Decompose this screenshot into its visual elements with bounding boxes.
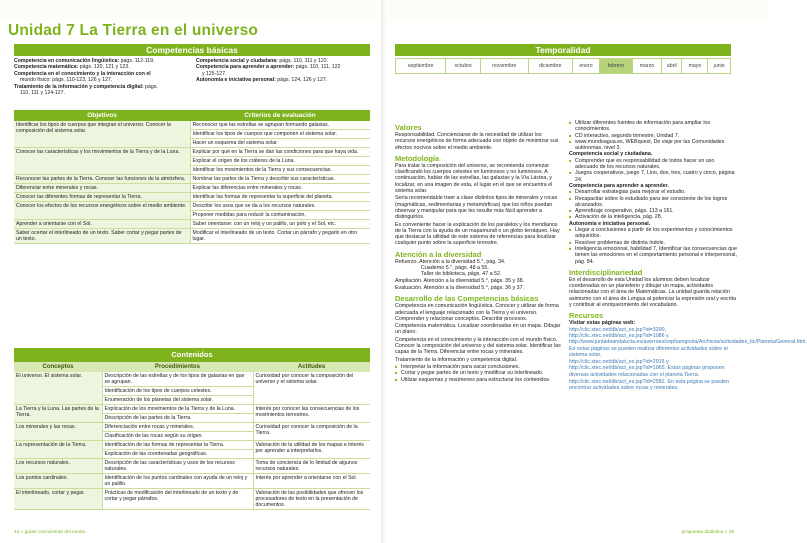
interdisciplinariedad-heading: Interdisciplinariedad [569,267,643,277]
competencia-pages: págs. 110, 111, 122 [294,64,341,71]
criterio-cell: Proponer medidas para reducir la contaminación. [190,211,370,220]
metodologia-paragraph: Para tratar la composición del universo, se recomienda comenzar clasificando los cuerpos celestes en luminosos y no luminosos. A continuación, hablar de las estrellas, las galaxias y la Vía Láctea, y localizar, en una imagen de esta, el lugar en el que se encuentra el sistema solar. [395,162,553,195]
competencia-pages: págs. [143,83,158,90]
table-row [14,220,370,229]
refuerzo-line: Taller de biblioteca, págs. 47 a 52. [421,271,502,278]
objetivo-cell: Reconocer las partes de la Tierra. Conocer las funciones de la atmósfera. [14,175,190,184]
criterio-cell: Explicar por qué en la Tierra se dan las condiciones para que haya vida. [190,148,370,157]
table-row [14,405,370,414]
bullet-item: ■ www.mundoagua.es, WEBquest, De viaje por las Comunidades autónomas, nivel 3. [569,139,739,152]
concepto-cell: Los recursos naturales. [14,459,102,474]
actitudes-heading: Actitudes [253,362,370,372]
bullet-item: ■ Recapacitar sobre lo estudiado para ser consciente de los logros alcanzados. [569,196,739,209]
competencia-line [196,77,368,83]
criterio-cell: Describir los usos que se da a los recursos naturales. [190,202,370,211]
metodologia-paragraph: Es conveniente hacer la explicación de los paralelos y los meridianos de la Tierra con la ayuda de un mapamundi o un globo terráqueo. Hay que destacar la utilidad de este sistema de referencias para localizar cualquier punto sobre la superficie terrestre. [395,221,560,247]
actitud-cell: Valoración de la utilidad de los mapas e interés por aprender a interpretarlos. [253,441,370,459]
objetivo-cell: Saber ocertar el interlineado de un texto. Saber cortar y pegar partes de un texto. [14,229,190,244]
concepto-cell: La representación de la Tierra. [14,441,102,459]
criterios-heading: Criterios de evaluación [190,110,370,121]
bullet-item: ■ Inteligencia emocional, habilidad 7, Identificar las consecuencias que tienen las emociones en el comportamiento personal e interpersonal, pág. 84. [569,246,739,265]
bullet-item: ■ Llegar a conclusiones a partir de los experimentos y conocimientos adquiridos. [569,227,739,240]
social-bullets [569,158,739,183]
objetivos-heading: Objetivos [14,110,190,121]
interdisciplinariedad-text: En el desarrollo de esta Unidad los alumnos deben localizar coordenadas en un planisferio y dibujar un mapa, actividades relacionadas con el área de Matemáticas. La unidad guarda relación asimismo con el área de Lengua al potenciar la expresión oral y escrita y contribuir al enriquecimiento del vocabulario. [569,276,736,309]
table-row [14,229,370,244]
actitud-cell: Valoración de las posibilidades que ofrecen los procesadores de texto en la presentación de documentos. [253,489,370,510]
competencias-right [196,58,368,84]
criterio-cell: Explicar las diferencias entre minerales y rocas. [190,184,370,193]
month-cell: enero [573,59,600,74]
metodologia-heading: Metodología [395,153,440,163]
month-cell: abril [662,59,682,74]
procedimiento-cell: Diferenciación entre rocas y minerales. [102,423,253,432]
bullet-item: ■ Cortar y pegar partes de un texto y modificar su interlineado. [395,370,561,376]
procedimientos-heading: Procedimientos [102,362,253,372]
objetivo-cell: Conocer las características y los movimientos de la Tierra y de la Luna. [14,148,190,175]
competencia-pages: págs. 124, 126 y 127. [275,77,328,84]
metodologia-text [395,163,561,247]
competencias-header: Competencias básicas [14,44,370,56]
month-cell: febrero [599,59,632,74]
criterio-cell: Reconocer que las estrellas se agrupan formando galaxias. [190,121,370,130]
competencia-label: Competencia social y ciudadana: [196,58,278,64]
actitud-cell: Interés por conocer las consecuencias de los movimientos terrestres. [253,405,370,423]
criterio-cell: Modificar el interlineado de un texto. Cortar un párrafo y pegarlo en otro lugar. [190,229,370,244]
criterio-cell: Identificar los tipos de cuerpos que componen el sistema solar. [190,130,370,139]
table-row [14,184,370,193]
actitud-cell: Interés por aprender a orientarse con el Sol. [253,474,370,489]
footer-right: propuesta didáctica » 45 [681,530,734,535]
bullet-item: ■ Comprender que es responsabilidad de todos hacer un uso adecuado de los recursos naturales. [569,158,739,171]
bullet-item: ■ Activación de la inteligencia, pág. 28. [569,214,739,220]
actitud-cell: Curiosidad por conocer la composición de la Tierra. [253,423,370,441]
desarrollo-heading: Desarrollo de las Competencias básicas [395,294,539,304]
objetivo-cell: Aprender a orientarse con el Sol. [14,220,190,229]
concepto-cell: Los minerales y las rocas. [14,423,102,441]
table-row [14,489,370,510]
table-row [14,193,370,202]
table-row [14,148,370,157]
recurso-link[interactable]: http://clic.xtec.net/db/act_es.jsp?id=2016 y http://clic.xtec.net/db/act_es.jsp?id=1065. Estas páginas proponen diversas actividades relacionadas con el planeta Tierra. [569,359,725,378]
procedimiento-cell: Descripción de las estrellas y de los tipos de galaxias en que se agrupan. [102,372,253,387]
objetivos-table [14,110,370,244]
competencia-label: Tratamiento de la información y competencia digital: [14,83,144,90]
bullet-item: ■ Utilizar diferentes fuentes de información para ampliar los conocimientos. [569,120,739,133]
competencia-pages: y 125-127. [202,70,227,77]
bullet-item: ■ Interpretar la información para sacar conclusiones. [395,364,561,370]
concepto-cell: El interlineado, cortar y pegar. [14,489,102,510]
competencia-pages: mundo físico: págs. 110-123, 126 y 127. [20,77,113,84]
bullet-item: ■ CD interactivo, segundo trimestre, Unidad 7. [569,133,739,139]
aprender-heading: Competencia para aprender a aprender. [569,182,669,189]
footer-left: 44 » guías concurrente del medio. [14,530,87,535]
procedimiento-cell: Identificación de los tipos de cuerpos celestes. [102,387,253,396]
table-row [14,441,370,450]
refuerzo-line: Refuerzo. Atención a la diversidad 5.°, pág. 34. [395,258,506,265]
criterio-cell: Nombrar las partes de la Tierra y describir sus características. [190,175,370,184]
procedimiento-cell: Explicación de los movimientos de la Tierra y de la Luna. [102,405,253,414]
right-page-column-1 [395,120,561,383]
month-cell: junio [708,59,731,74]
criterio-cell: Explicar el origen de los cráteres de la Luna. [190,157,370,166]
right-page-column-2 [569,120,807,393]
month-cell: septiembre [396,59,446,74]
month-cell: noviembre [480,59,528,74]
desarrollo-paragraph: Competencia en el conocimiento y la interacción con el mundo físico. Conocer la composición del universo y del sistema solar. Identificar las capas de la Tierra. Diferenciar entre rocas y minerales. [395,336,561,356]
competencia-pages: págs. 112-119. [119,58,155,64]
month-cell: mayo [682,59,708,74]
refuerzo-line: Cuaderno 5.°, págs. 48 a 55. [421,265,489,272]
procedimiento-cell: Prácticas de modificación del interlineado de un texto y de cortar y pegar párrafos. [102,489,253,510]
procedimiento-cell: Identificación de las formas de representar la Tierra. [102,441,253,450]
valores-heading: Valores [395,123,422,132]
competencia-label: Competencia matemática: [14,64,79,71]
competencia-label: Autonomía e iniciativa personal: [196,77,276,84]
actitud-cell: Toma de conciencia de lo limitad de algunos recursos naturales. [253,459,370,474]
competencia-label: Competencia en el conocimiento y la interacción con el [14,70,151,77]
temporalidad-header: Temporalidad [395,44,731,56]
competencia-pages: págs. 110, 111 y 122. [277,58,329,64]
objetivo-cell: Conocer los efectos de los recursos energéticos sobre el medio ambiente. [14,202,190,220]
evaluacion-text: Evaluación. Atención a la diversidad 5.°, págs. 36 y 37. [395,284,525,291]
desarrollo-paragraph: Tratamiento de la información y competencia digital. [395,356,518,363]
competencia-pages: 110, 111 y 124-127. [20,90,65,97]
diversidad-heading: Atención a la diversidad [395,249,482,259]
bullet-item: ■ Utilizar esquemas y resúmenes para estructurar los contenidos. [395,377,561,383]
table-row [14,202,370,211]
competencia-line [14,90,192,96]
social-heading: Competencia social y ciudadana. [569,151,653,158]
recursos-heading: Recursos [569,311,604,321]
competencias-left [14,58,192,96]
procedimiento-cell: Descripción de las características y usos de los recursos naturales. [102,459,253,474]
concepto-cell: Los puntos cardinales. [14,474,102,489]
criterio-cell: Identificar los movimientos de la Tierra y sus consecuencias. [190,166,370,175]
ampliacion-text: Ampliación. Atención a la diversidad 5.°, págs. 35 y 38. [395,277,525,284]
table-row [14,121,370,130]
aprender-bullets [569,189,739,220]
bullet-item: ■ Desarrollar estrategias para mejorar el estudio. [569,189,739,195]
objetivo-cell: Identificar los tipos de cuerpos que integran el universo. Conocer la composición del sistema solar. [14,121,190,148]
criterio-cell: Hacer un esquema del sistema solar. [190,139,370,148]
actitud-cell: Curiosidad por conocer la composición del universo y el sistema solar. [253,372,370,405]
month-cell: marzo [632,59,661,74]
competencia-label: Competencia para aprender a aprender: [196,64,295,71]
metodologia-paragraph: Sería recomendable traer a clase distintos tipos de minerales y rocas (magmáticas, sedimentarias y metamórficas) que los niños puedan observar y manipular para que les resulte más fácil aprender a distinguirlos. [395,195,558,221]
bullet-item: ■ Juegos cooperativos, juego 7, Lino, dos, tres, cuatro y cinco, página 24. [569,170,739,183]
conceptos-heading: Conceptos [14,362,102,372]
competencia-pages: págs. 120, 121 y 123. [78,64,130,71]
objetivo-cell: Diferenciar entre minerales y rocas. [14,184,190,193]
objetivo-cell: Conocer las diferentes formas de representar la Tierra. [14,193,190,202]
autonomia-heading: Autonomía e iniciativa personal. [569,220,651,227]
procedimiento-cell: Identificación de los puntos cardinales con ayuda de un reloj y un palillo. [102,474,253,489]
table-row [14,459,370,474]
desarrollo-paragraph: Competencia matemática. Localizar coordenadas en un mapa. Dibujar un plano. [395,323,561,336]
desarrollo-paragraph: Competencia en comunicación lingüística. Conocer y utilizar de forma adecuada el lenguaje relacionado con la Tierra y el universo. Comprender y relacionar conceptos. Describir procesos. [395,303,559,322]
table-row [14,423,370,432]
bullet-item: ■ Aprendizaje cooperativo, págs. 113 a 161. [569,208,739,214]
recursos-list [569,326,807,392]
procedimiento-cell: Clasificación de las rocas según su origen. [102,432,253,441]
page-gutter [381,0,387,543]
contenidos-table [14,362,370,510]
autonomia-bullets [569,227,739,265]
recurso-link[interactable]: http://clic.xtec.net/db/act_es.jsp?id=3290, http://clic.xtec.net/db/act_es.jsp?id=1086 y http://www.juntadeandalucia.es/averroes/cepfuengirola/Archivos/actividades_tic/Planeta/General.htm. En estas páginas se pueden realizar diferentes actividades sobre el sistema solar. [569,326,807,358]
fuentes-bullets [569,120,739,151]
procedimiento-cell: Enumeración de los planetas del sistema solar. [102,396,253,405]
competencia-label: Competencia en comunicación lingüística: [14,58,120,64]
recursos-subtitle: Visitar estas páginas web: [569,320,636,327]
valores-text: Responsabilidad. Concienciarse de la necesidad de utilizar los recursos energéticos de forma adecuada con objeto de minimizar sus efectos nocivos sobre el medio ambiente. [395,132,559,151]
procedimiento-cell: Descripción de las partes de la Tierra. [102,414,253,423]
bullet-item: ■ Resolver problemas de distinta índole. [569,240,739,246]
refuerzo-list [395,259,561,278]
table-row [14,175,370,184]
competencias-body [14,58,370,106]
digital-bullets [395,364,561,383]
procedimiento-cell: Explicación de las coordenadas geográficas. [102,450,253,459]
month-cell: octubre [446,59,481,74]
recurso-link[interactable]: http://clic.xtec.net/db/act_es.jsp?id=2582. En esta página se pueden encontrar actividades sobre rocas y minerales. [569,378,730,392]
month-cell: diciembre [528,59,572,74]
desarrollo-text [395,303,561,363]
table-row [14,372,370,387]
unit-title: Unidad 7 La Tierra en el universo [8,22,259,39]
criterio-cell: Saber orientarse: con un reloj y un palillo, un polo y el Sol, etc. [190,220,370,229]
concepto-cell: El universo. El sistema solar. [14,372,102,405]
concepto-cell: La Tierra y la Luna. Las partes de la Tierra. [14,405,102,423]
temporalidad-table [395,58,731,74]
table-row [14,474,370,489]
criterio-cell: Identificar las formas de representar la superficie del planeta. [190,193,370,202]
contenidos-header: Contenidos [14,348,370,362]
